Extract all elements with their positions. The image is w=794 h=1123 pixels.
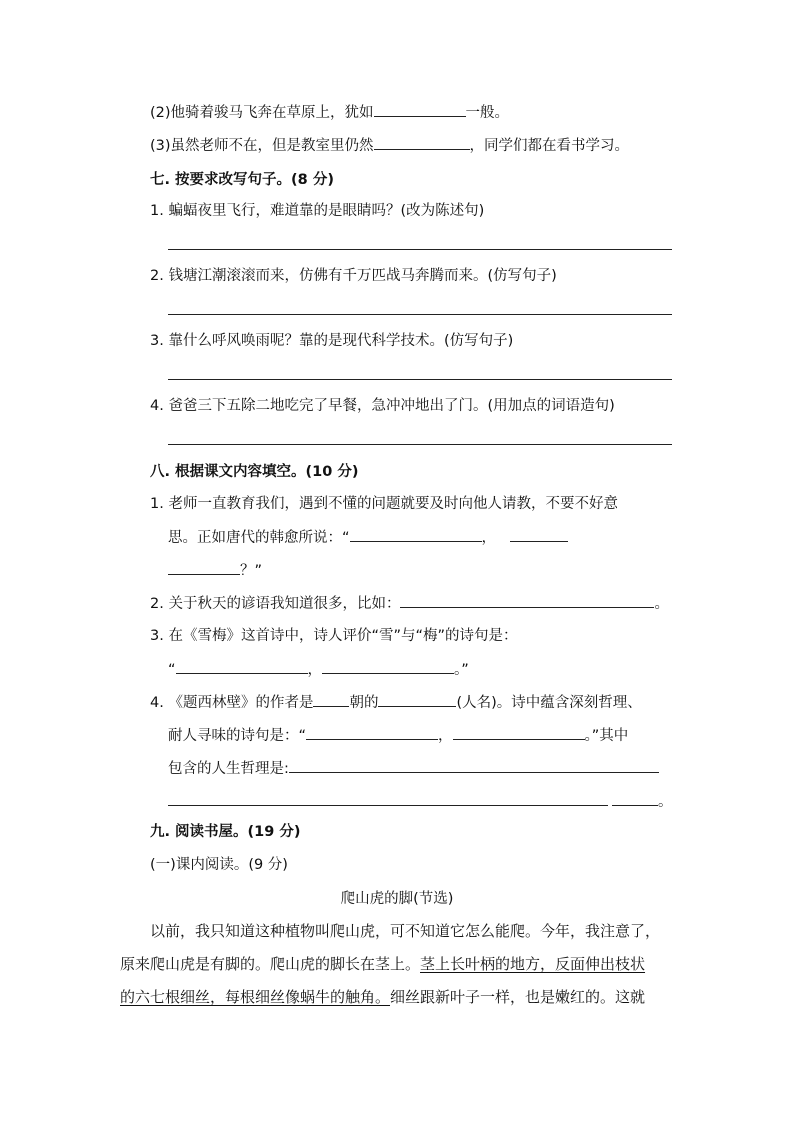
passage-title: 爬山虎的脚(节选)	[340, 891, 454, 907]
section-9-heading: 九. 阅读书屋。(19 分)	[150, 824, 301, 840]
question-8-1-line2: 思。正如唐代的韩愈所说：“ ，	[168, 527, 568, 548]
answer-blank[interactable]	[168, 560, 240, 575]
question-7-2: 2. 钱塘江潮滚滚而来，仿佛有千万匹战马奔腾而来。(仿写句子)	[150, 268, 557, 284]
answer-blank[interactable]	[306, 725, 438, 740]
question-7-4: 4. 爸爸三下五除二地吃完了早餐，急冲冲地出了门。(用加点的词语造句)	[150, 398, 615, 414]
answer-blank[interactable]	[374, 135, 470, 150]
question-8-4-line4: 。	[168, 791, 673, 812]
question-8-4-line3: 包含的人生哲理是:	[168, 758, 659, 779]
answer-blank[interactable]	[453, 725, 585, 740]
answer-blank[interactable]	[289, 758, 659, 773]
question-7-1: 1. 蝙蝠夜里飞行，难道靠的是眼睛吗？(改为陈述句)	[150, 203, 485, 219]
passage-line-3: 的六七根细丝，每根细丝像蜗牛的触角。细丝跟新叶子一样，也是嫩红的。这就	[120, 988, 646, 1006]
question-8-3-line1: 3. 在《雪梅》这首诗中，诗人评价“雪”与“梅”的诗句是：	[150, 628, 518, 644]
question-6-2: (2)他骑着骏马飞奔在草原上，犹如 一般。	[150, 102, 509, 123]
answer-line[interactable]	[168, 314, 672, 315]
answer-line[interactable]	[168, 249, 672, 250]
section-9-sub: (一)课内阅读。(9 分)	[150, 857, 288, 873]
question-8-2: 2. 关于秋天的谚语我知道很多，比如： 。	[150, 593, 669, 614]
answer-blank[interactable]	[322, 659, 454, 674]
answer-blank[interactable]	[400, 593, 654, 608]
question-8-3-line2: “ ， 。”	[168, 659, 469, 680]
question-7-3: 3. 靠什么呼风唤雨呢？靠的是现代科学技术。(仿写句子)	[150, 333, 514, 349]
section-8-heading: 八. 根据课文内容填空。(10 分)	[150, 464, 359, 480]
answer-blank[interactable]	[378, 692, 456, 707]
passage-line-2: 原来爬山虎是有脚的。爬山虎的脚长在茎上。茎上长叶柄的地方，反面伸出枝状	[120, 955, 646, 973]
question-8-1-line3: ？”	[168, 560, 262, 581]
answer-blank[interactable]	[313, 692, 349, 707]
underlined-sentence: 的六七根细丝，每根细丝像蜗牛的触角。	[120, 988, 391, 1006]
answer-blank[interactable]	[168, 791, 608, 806]
answer-line[interactable]	[168, 444, 672, 445]
answer-blank[interactable]	[350, 527, 482, 542]
answer-blank[interactable]	[612, 791, 658, 806]
question-8-1-line1: 1. 老师一直教育我们，遇到不懂的问题就要及时向他人请教，不要不好意	[150, 496, 618, 512]
answer-line[interactable]	[168, 379, 672, 380]
passage-line-1: 以前，我只知道这种植物叫爬山虎，可不知道它怎么能爬。今年，我注意了，	[150, 922, 661, 940]
underlined-sentence: 茎上长叶柄的地方，反面伸出枝状	[420, 955, 646, 973]
question-8-4-line2: 耐人寻味的诗句是：“ ， 。”其中	[168, 725, 628, 746]
section-7-heading: 七. 按要求改写句子。(8 分)	[150, 172, 334, 188]
answer-blank[interactable]	[510, 527, 568, 542]
answer-blank[interactable]	[374, 102, 466, 117]
answer-blank[interactable]	[176, 659, 308, 674]
question-8-4-line1: 4. 《题西林壁》的作者是 朝的 (人名)。诗中蕴含深刻哲理、	[150, 692, 642, 713]
question-6-3: (3)虽然老师不在，但是教室里仍然 ，同学们都在看书学习。	[150, 135, 629, 156]
